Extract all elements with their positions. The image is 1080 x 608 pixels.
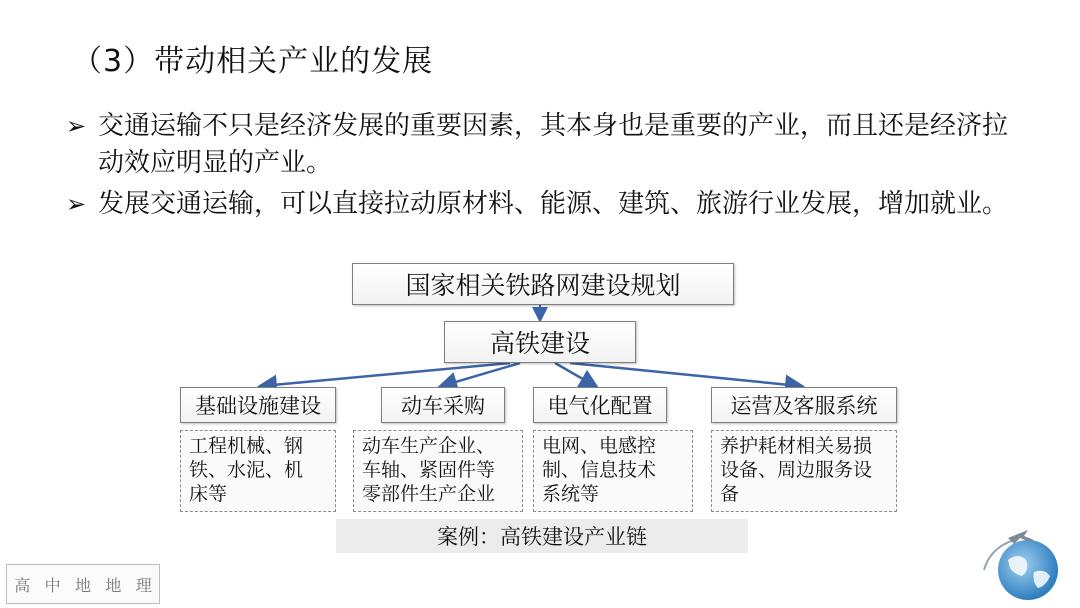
diagram-caption: 案例：高铁建设产业链 [336, 519, 748, 553]
detail-line: 养护耗材相关易损 [720, 435, 873, 457]
arrow-bullet-icon: ➢ [66, 190, 87, 218]
stamp-char: 理 [135, 575, 152, 595]
detail-line: 零部件生产企业 [362, 483, 496, 505]
detail-line: 铁、水泥、机 [189, 459, 304, 481]
diagram-detail-box [353, 430, 523, 512]
detail-line: 备 [720, 483, 740, 505]
diagram-node-category: 电气化配置 [533, 387, 667, 423]
detail-line: 设备、周边服务设 [720, 459, 873, 481]
stamp-char: 高 [14, 575, 31, 595]
detail-line: 工程机械、钢 [189, 435, 304, 457]
page-title: （3）带动相关产业的发展 [72, 44, 434, 79]
diagram-detail-box [180, 430, 336, 512]
diagram-node-category: 基础设施建设 [180, 387, 336, 423]
diagram-detail-box [533, 430, 693, 512]
diagram-detail-box [711, 430, 897, 512]
detail-line: 车轴、紧固件等 [362, 459, 496, 481]
connector-to-category-3 [555, 363, 595, 386]
stamp-char: 地 [105, 575, 122, 595]
bullet-text: 交通运输不只是经济发展的重要因素，其本身也是重要的产业，而且还是经济拉动效应明显的产业。 [98, 111, 1009, 178]
detail-line: 动车生产企业、 [362, 435, 496, 457]
detail-line: 制、信息技术 [542, 459, 657, 481]
seal-stamp [6, 564, 160, 604]
detail-line: 床等 [189, 483, 228, 505]
stamp-char: 地 [74, 575, 91, 595]
arrow-bullet-icon: ➢ [66, 112, 87, 140]
diagram-node-category: 运营及客服系统 [711, 387, 897, 423]
diagram-node-middle: 高铁建设 [444, 321, 636, 363]
bullet-text: 发展交通运输，可以直接拉动原材料、能源、建筑、旅游行业发展，增加就业。 [98, 189, 1009, 219]
globe-airplane-icon [978, 520, 1068, 604]
detail-line: 系统等 [542, 483, 600, 505]
connector-to-category-4 [570, 363, 800, 386]
detail-line: 电网、电感控 [542, 435, 657, 457]
connector-to-category-1 [262, 363, 510, 386]
diagram-node-top: 国家相关铁路网建设规划 [352, 263, 734, 305]
stamp-char: 中 [44, 575, 61, 595]
diagram-node-category: 动车采购 [381, 387, 505, 423]
